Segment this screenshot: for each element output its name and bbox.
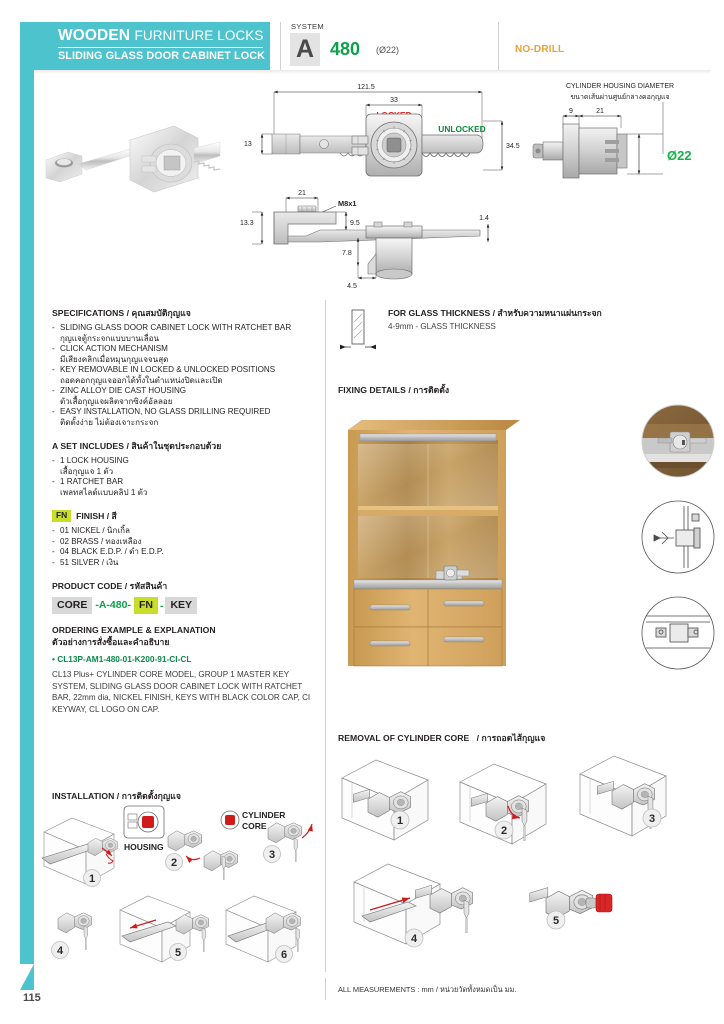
removal-step-number: 2 [500, 825, 508, 837]
glass-heading-en: FOR GLASS THICKNESS [388, 308, 491, 318]
finish-heading-en: FINISH [76, 511, 105, 522]
specifications-heading: SPECIFICATIONS / คุณสมบัติกุญแจ [52, 308, 191, 318]
cyl-title-th: ขนาดเส้นผ่านศูนย์กลางคอกุญแจ [570, 94, 670, 101]
spec-en: KEY REMOVABLE IN LOCKED & UNLOCKED POSITIONS [60, 365, 276, 375]
label-unlocked: UNLOCKED [438, 124, 486, 134]
install-heading-en: INSTALLATION [52, 791, 115, 801]
label-housing: HOUSING [124, 842, 164, 852]
install-step-number: 1 [88, 873, 96, 885]
glass-pane-icon [338, 306, 378, 352]
dim-34-5: 34.5 [506, 143, 520, 150]
removal-heading: REMOVAL OF CYLINDER CORE / การถอดไส้กุญแจ [338, 733, 546, 743]
finish-option: - 01 NICKEL / นิกเกิ้ล [52, 526, 130, 536]
cabinet-illustration [340, 398, 635, 678]
set-th: เพลทสไลด์แบบคลิป 1 ตัว [60, 487, 148, 497]
code-part-core: CORE [52, 597, 92, 614]
code-part-fn: FN [134, 597, 158, 614]
removal-step-number: 4 [410, 933, 418, 945]
right-column [338, 306, 716, 352]
fixing-detail-thumbnails [640, 398, 716, 684]
title-bold: WOODEN [58, 27, 131, 44]
title-rule [58, 47, 263, 48]
removal-steps-diagram [336, 752, 718, 968]
spec-item: - CLICK ACTION MECHANISM มีเสียงคลิกเมื่อหมุนกุญแจจนสุด [52, 344, 320, 365]
finish-heading: FN FINISH / สี [52, 509, 320, 523]
set-en: 1 LOCK HOUSING [60, 456, 129, 466]
code-heading-en: PRODUCT CODE [52, 581, 123, 592]
code-part-model: -A-480- [95, 599, 131, 612]
label-diameter-22: Ø22 [667, 148, 692, 163]
set-th: เสื้อกุญแจ 1 ตัว [60, 466, 114, 476]
removal-heading-th: การถอดไส้กุญแจ [481, 733, 546, 743]
technical-drawing [240, 78, 540, 298]
glass-heading-th: สำหรับความหนาแผ่นกระจก [497, 308, 602, 318]
removal-step-number: 5 [552, 915, 560, 927]
fixing-heading-th: การติดตั้ง [413, 385, 450, 395]
cyl-dim-21: 21 [596, 108, 604, 115]
fixing-details-heading: FIXING DETAILS / การติดตั้ง [338, 385, 450, 395]
spec-heading-en: SPECIFICATIONS [52, 308, 125, 318]
page-header [20, 22, 710, 70]
thumbnail-diagram-rail [640, 590, 716, 676]
left-accent-strip [20, 70, 34, 990]
dim-33: 33 [390, 97, 398, 104]
spec-item: - KEY REMOVABLE IN LOCKED & UNLOCKED POSITIONS ถอดคอกกุญแจออกได้ทั้งในตำแหน่งปิดและเปิด [52, 365, 320, 386]
set-includes-heading: A SET INCLUDES / สินค้าในชุดประกอบด้วย [52, 441, 222, 452]
glass-thickness-value: 4-9mm - GLASS THICKNESS [388, 322, 496, 331]
fn-chip: FN [52, 510, 71, 522]
left-column [52, 306, 320, 715]
ordering-description: CL13 Plus+ CYLINDER CORE MODEL, GROUP 1 MASTER KEY SYSTEM, SLIDING GLASS DOOR CABINET LOCK WITH RATCHET BAR, 22mm dia, NICKEL FINISH, KEYS WITH BLACK COLOR CAP, CI KEYWAY, CL LOGO ON CAP. [52, 670, 311, 714]
spec-th: กุญแจตู้กระจกแบบบานเลื่อน [60, 333, 160, 343]
ordering-heading-th: ตัวอย่างการสั่งซื้อและคำอธิบาย [52, 637, 170, 648]
label-m8x1: M8x1 [338, 199, 357, 208]
page-title [58, 27, 264, 45]
system-letter-box [290, 33, 320, 66]
install-heading-th: การติดตั้งกุญแจ [121, 791, 181, 801]
system-label: SYSTEM [291, 22, 325, 31]
product-code-heading: PRODUCT CODE / รหัสสินค้า [52, 581, 168, 592]
dim-13-3: 13.3 [240, 220, 254, 227]
code-part-dash: - [159, 599, 164, 612]
label-cylinder-core-line2: CORE [242, 821, 267, 831]
footer-divider [325, 978, 326, 1000]
set-heading-th: สินค้าในชุดประกอบด้วย [131, 441, 222, 452]
glass-thickness-text: FOR GLASS THICKNESS / สำหรับความหนาแผ่นกระจก 4-9mm - GLASS THICKNESS [388, 308, 602, 331]
set-heading-en: A SET INCLUDES [52, 441, 125, 452]
removal-step-number: 1 [396, 815, 404, 827]
spec-th: ติดตั้งง่าย ไม่ต้องเจาะกระจก [60, 417, 159, 427]
code-heading-th: รหัสสินค้า [129, 581, 168, 592]
system-letter: A [295, 35, 315, 63]
ordering-heading-en: ORDERING EXAMPLE & EXPLANATION [52, 625, 216, 636]
cyl-title-en: CYLINDER HOUSING DIAMETER [565, 83, 675, 90]
thumbnail-diagram-section [640, 494, 716, 580]
dim-121-5: 121.5 [357, 84, 375, 91]
installation-steps-diagram [40, 800, 325, 968]
glass-thickness-block [338, 306, 716, 352]
dim-9-5: 9.5 [350, 220, 360, 227]
thumbnail-photo-lock [640, 398, 716, 484]
ordering-example-code: • CL13P-AM1-480-01-K200-91-CI-CL [52, 654, 192, 665]
spec-item: - SLIDING GLASS DOOR CABINET LOCK WITH RATCHET BAR กุญแจตู้กระจกแบบบานเลื่อน [52, 323, 320, 344]
set-includes-list [52, 456, 320, 498]
finish-heading-th: สี [111, 511, 117, 522]
product-photo [38, 108, 223, 213]
no-drill-badge: NO-DRILL [515, 44, 565, 55]
specifications-list [52, 323, 320, 428]
header-shadow [34, 70, 710, 74]
install-step-number: 5 [174, 947, 182, 959]
cyl-dim-9: 9 [569, 108, 573, 115]
dim-4-5: 4.5 [347, 283, 357, 290]
spec-en: CLICK ACTION MECHANISM [60, 344, 168, 354]
page-number: 115 [23, 992, 41, 1004]
finish-options [52, 526, 320, 568]
set-item: - 1 LOCK HOUSING เสื้อกุญแจ 1 ตัว [52, 456, 320, 477]
cylinder-housing-diagram [525, 78, 715, 208]
spec-en: EASY INSTALLATION, NO GLASS DRILLING REQUIRED [60, 407, 271, 417]
spec-en: SLIDING GLASS DOOR CABINET LOCK WITH RATCHET BAR [60, 323, 292, 332]
spec-item: - ZINC ALLOY DIE CAST HOUSING ตัวเสื้อกุญแจผลิตจากซิงค์อัลลอย [52, 386, 320, 407]
install-step-number: 4 [56, 945, 64, 957]
column-divider [325, 300, 326, 972]
finish-option: - 04 BLACK E.D.P. / ดำ E.D.P. [52, 547, 164, 557]
dim-1-4: 1.4 [479, 215, 489, 222]
header-divider-1 [280, 22, 281, 70]
page-subtitle: SLIDING GLASS DOOR CABINET LOCK [58, 50, 266, 62]
fixing-heading-en: FIXING DETAILS [338, 385, 406, 395]
dim-7-8: 7.8 [342, 250, 352, 257]
product-code-row [52, 597, 320, 614]
header-divider-2 [498, 22, 499, 70]
finish-option: - 02 BRASS / ทองเหลือง [52, 536, 142, 546]
spec-en: ZINC ALLOY DIE CAST HOUSING [60, 386, 187, 396]
spec-heading-th: คุณสมบัติกุญแจ [131, 308, 191, 318]
removal-step-number: 3 [648, 813, 656, 825]
system-number: 480 [330, 39, 361, 59]
dim-21-side: 21 [298, 190, 306, 197]
dim-13: 13 [244, 141, 252, 148]
install-step-number: 3 [268, 849, 276, 861]
label-cylinder-core-line1: CYLINDER [242, 810, 286, 820]
system-diameter: (Ø22) [376, 45, 400, 55]
install-step-number: 2 [170, 857, 178, 869]
system-block [288, 22, 498, 70]
set-en: 1 RATCHET BAR [60, 477, 124, 487]
install-step-number: 6 [280, 949, 288, 961]
spec-th: มีเสียงคลิกเมื่อหมุนกุญแจจนสุด [60, 354, 169, 364]
set-item: - 1 RATCHET BAR เพลทสไลด์แบบคลิป 1 ตัว [52, 477, 320, 498]
finish-option: - 51 SILVER / เงิน [52, 557, 119, 567]
installation-heading: INSTALLATION / การติดตั้งกุญแจ [52, 791, 181, 801]
code-part-key: KEY [165, 597, 197, 614]
footer-note: ALL MEASUREMENTS : mm / หน่วยวัดทั้งหมดเป็น มม. [338, 985, 517, 994]
title-light: FURNITURE LOCKS [134, 28, 264, 43]
spec-item: - EASY INSTALLATION, NO GLASS DRILLING REQUIRED ติดตั้งง่าย ไม่ต้องเจาะกระจก [52, 407, 320, 428]
spec-th: ตัวเสื้อกุญแจผลิตจากซิงค์อัลลอย [60, 396, 173, 406]
spec-th: ถอดคอกกุญแจออกได้ทั้งในตำแหน่งปิดและเปิด [60, 375, 223, 385]
removal-heading-en: REMOVAL OF CYLINDER CORE [338, 733, 470, 743]
